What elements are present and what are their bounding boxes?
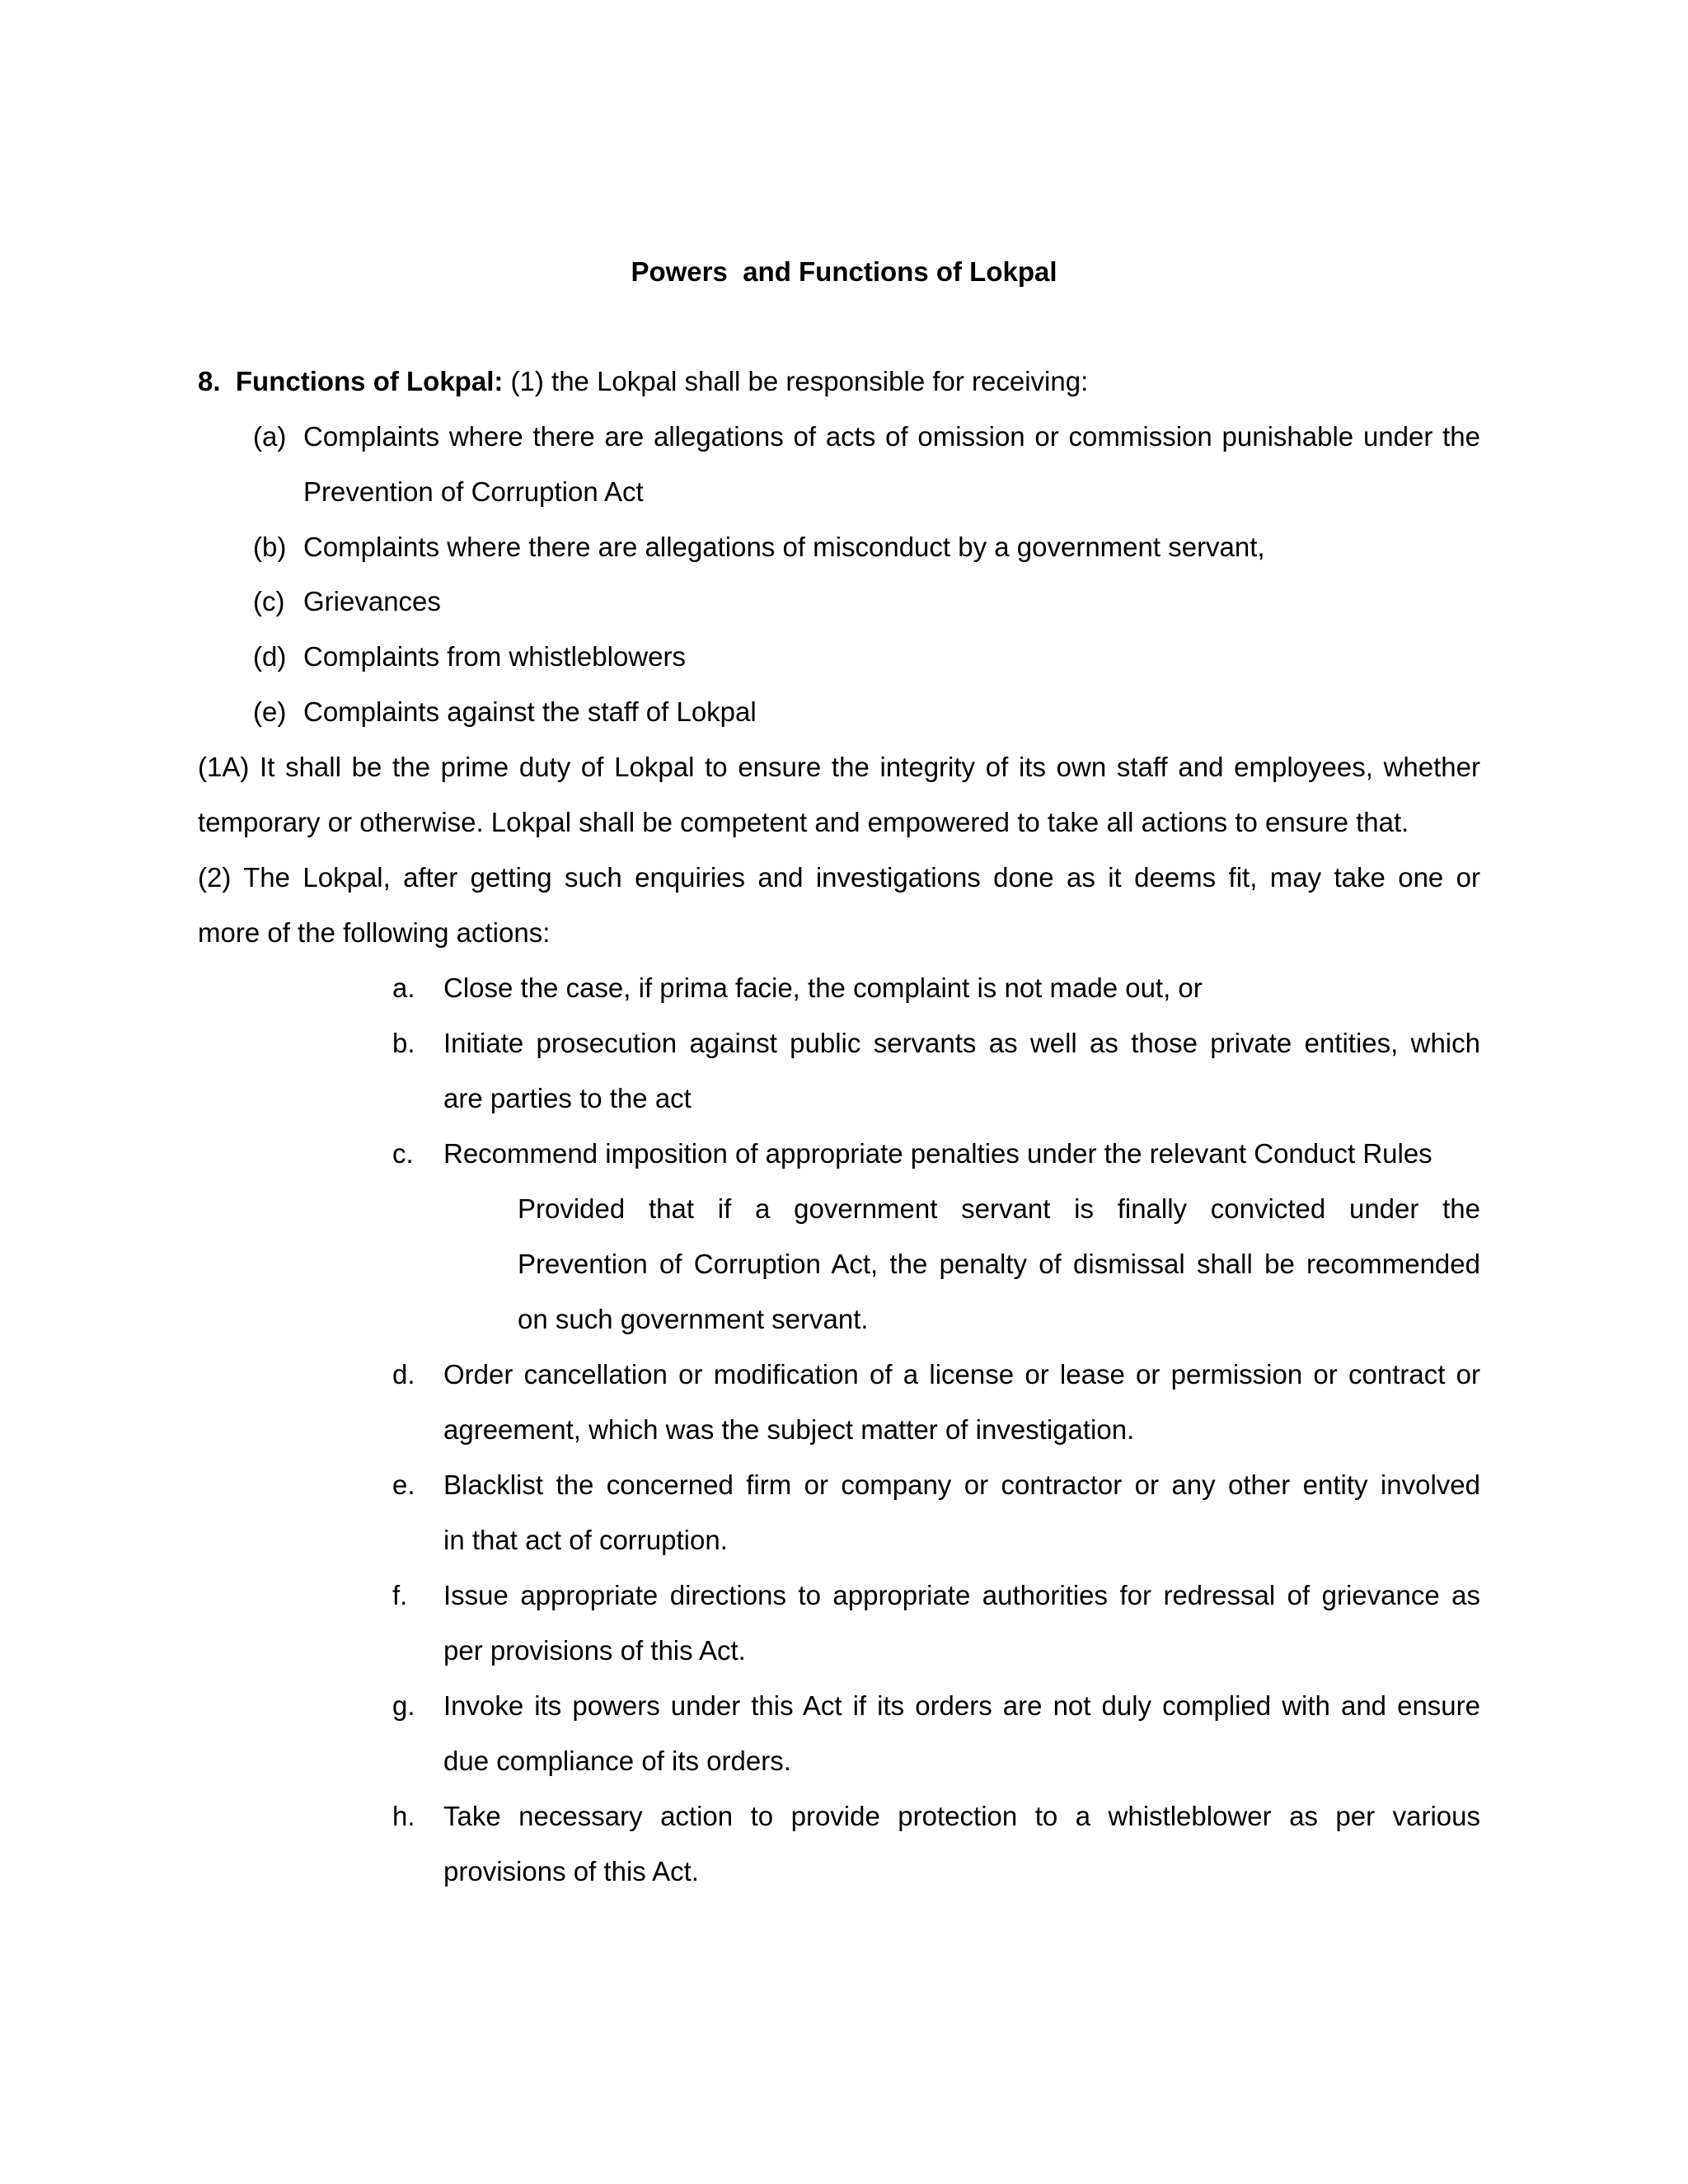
item-a-marker: (a) [253, 421, 287, 452]
action-a-marker: a. [392, 972, 415, 1003]
action-f-line-2: per provisions of this Act. [443, 1635, 746, 1666]
action-g-line-1: Invoke its powers under this Act if its orders are not duly complied with and ensure [443, 1690, 1480, 1721]
para-1a-line-1: (1A) It shall be the prime duty of Lokpal to ensure the integrity of its own staff and employees, whether [198, 752, 1480, 782]
action-c-marker: c. [392, 1138, 414, 1169]
item-b-line-1: Complaints where there are allegations of misconduct by a government servant, [303, 532, 1265, 562]
item-c-marker: (c) [253, 586, 285, 616]
action-f-marker: f. [392, 1580, 408, 1610]
action-d-line-2: agreement, which was the subject matter of investigation. [443, 1414, 1135, 1445]
action-e-marker: e. [392, 1469, 415, 1500]
action-e-line-2: in that act of corruption. [443, 1525, 728, 1555]
proviso-line-3: on such government servant. [518, 1304, 869, 1334]
item-a-line-1: Complaints where there are allegations of acts of omission or commission punishable under the [303, 421, 1480, 452]
action-c-line-1: Recommend imposition of appropriate penalties under the relevant Conduct Rules [443, 1138, 1432, 1169]
section-intro: (1) the Lokpal shall be responsible for receiving: [503, 366, 1089, 396]
action-d-marker: d. [392, 1359, 415, 1390]
proviso-line-1: Provided that if a government servant is finally convicted under the [518, 1193, 1480, 1224]
proviso-line-2: Prevention of Corruption Act, the penalty of dismissal shall be recommended [518, 1249, 1480, 1279]
item-e-marker: (e) [253, 696, 287, 727]
action-b-marker: b. [392, 1028, 415, 1058]
action-h-marker: h. [392, 1801, 415, 1831]
para-2-line-2: more of the following actions: [198, 917, 551, 948]
section-number: 8. [198, 366, 221, 396]
page-title: Powers and Functions of Lokpal [631, 256, 1057, 287]
action-h-line-1: Take necessary action to provide protection to a whistleblower as per various [443, 1801, 1480, 1831]
action-b-line-1: Initiate prosecution against public servants as well as those private entities, which [443, 1028, 1480, 1058]
action-g-line-2: due compliance of its orders. [443, 1746, 791, 1776]
item-e-line-1: Complaints against the staff of Lokpal [303, 696, 757, 727]
item-c-line-1: Grievances [303, 586, 441, 616]
section-8-heading-line [198, 363, 1088, 400]
section-heading: Functions of Lokpal: [235, 366, 504, 396]
item-b-marker: (b) [253, 532, 287, 562]
action-a-line-1: Close the case, if prima facie, the complaint is not made out, or [443, 972, 1203, 1003]
para-1a-line-2: temporary or otherwise. Lokpal shall be competent and empowered to take all actions to ensure that. [198, 807, 1409, 837]
action-b-line-2: are parties to the act [443, 1083, 692, 1113]
item-d-marker: (d) [253, 641, 287, 672]
action-g-marker: g. [392, 1690, 415, 1721]
action-d-line-1: Order cancellation or modification of a license or lease or permission or contract or [443, 1359, 1480, 1390]
action-f-line-1: Issue appropriate directions to appropriate authorities for redressal of grievance as [443, 1580, 1480, 1610]
action-h-line-2: provisions of this Act. [443, 1856, 699, 1886]
action-e-line-1: Blacklist the concerned firm or company or contractor or any other entity involved [443, 1469, 1480, 1500]
item-a-line-2: Prevention of Corruption Act [303, 476, 644, 507]
item-d-line-1: Complaints from whistleblowers [303, 641, 686, 672]
para-2-line-1: (2) The Lokpal, after getting such enquiries and investigations done as it deems fit, may take one or [198, 862, 1480, 893]
